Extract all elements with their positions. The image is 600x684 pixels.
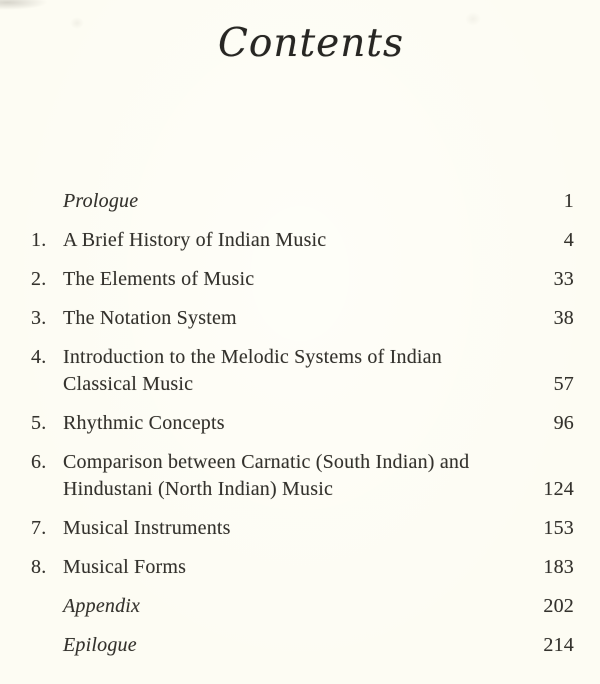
- toc-entry-title: Epilogue: [63, 634, 137, 656]
- toc-entry: [31, 188, 574, 215]
- toc-entry-title: Introduction to the Melodic Systems of Indian Classical Music: [63, 346, 442, 395]
- toc-entry-title: Musical Instruments: [63, 517, 231, 539]
- toc-entry-page: 33: [553, 268, 574, 290]
- toc-entry-title: Comparison between Carnatic (South Indian) and Hindustani (North Indian) Music: [63, 451, 470, 500]
- toc-entry: [31, 632, 574, 659]
- toc-entry: [31, 305, 574, 332]
- toc-entry: [31, 449, 574, 503]
- toc-entry-page: 1: [563, 190, 574, 212]
- toc-entry-page: 38: [553, 307, 574, 329]
- toc-entry: [31, 266, 574, 293]
- toc-entry-number: 1.: [31, 229, 47, 251]
- toc-entry-page: 183: [543, 556, 574, 578]
- toc-entry: [31, 554, 574, 581]
- toc-entry: [31, 344, 574, 398]
- toc-entry-number: 4.: [31, 346, 47, 368]
- toc-entry-number: 6.: [31, 451, 47, 473]
- toc-entry-number: 3.: [31, 307, 47, 329]
- toc-entry-page: 4: [563, 229, 574, 251]
- page-title: Contents: [218, 21, 404, 66]
- toc-entry-page: 57: [553, 373, 574, 395]
- toc-entry-title: Prologue: [63, 190, 139, 212]
- toc-list: [0, 188, 600, 659]
- toc-entry-page: 124: [543, 478, 574, 500]
- toc-entry-number: 8.: [31, 556, 47, 578]
- toc-entry-title: Appendix: [63, 595, 141, 617]
- scan-smudge: [0, 0, 48, 10]
- toc-entry-page: 202: [543, 595, 574, 617]
- toc-entry-page: 214: [543, 634, 574, 656]
- toc-entry-number: 7.: [31, 517, 47, 539]
- toc-entry-number: 2.: [31, 268, 47, 290]
- toc-entry-title: The Notation System: [63, 307, 237, 329]
- toc-entry-page: 153: [543, 517, 574, 539]
- toc-entry: [31, 593, 574, 620]
- toc-entry: [31, 227, 574, 254]
- toc-entry-title: The Elements of Music: [63, 268, 255, 290]
- toc-entry-title: Musical Forms: [63, 556, 187, 578]
- toc-entry: [31, 515, 574, 542]
- toc-entry-page: 96: [553, 412, 574, 434]
- toc-entry-title: A Brief History of Indian Music: [63, 229, 327, 251]
- toc-entry-number: 5.: [31, 412, 47, 434]
- toc-entry: [31, 410, 574, 437]
- toc-entry-title: Rhythmic Concepts: [63, 412, 225, 434]
